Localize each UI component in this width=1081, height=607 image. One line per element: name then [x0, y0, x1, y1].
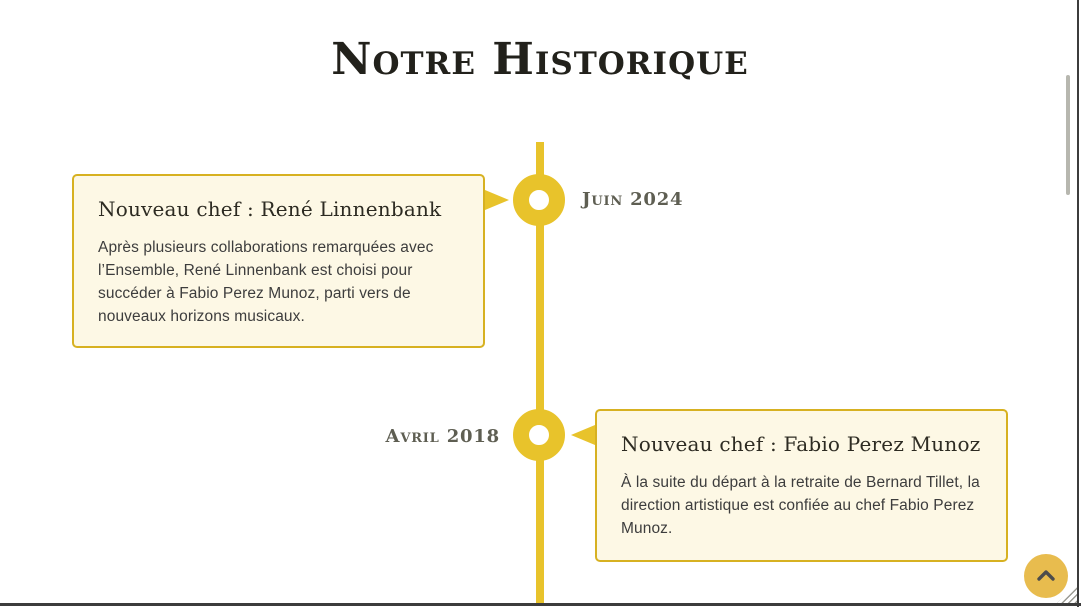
timeline-card-rene-linnenbank	[72, 174, 485, 348]
window-right-border	[1077, 0, 1079, 607]
timeline-card-fabio-perez-munoz	[595, 409, 1008, 562]
event-title: Nouveau chef : Fabio Perez Munoz	[621, 432, 981, 456]
window-bottom-border	[0, 603, 1081, 606]
timeline-node	[513, 174, 565, 226]
event-description: Après plusieurs collaborations remarquées avec l’Ensemble, René Linnenbank est choisi pour succéder à Fabio Perez Munoz, parti vers de nouveaux horizons musicaux.	[98, 239, 434, 325]
event-description: À la suite du départ à la retraite de Bernard Tillet, la direction artistique est confiée au chef Fabio Perez Munoz.	[621, 474, 980, 537]
event-date: Juin 2024	[582, 189, 684, 210]
timeline-node	[513, 409, 565, 461]
chevron-up-icon	[1034, 564, 1058, 588]
event-title: Nouveau chef : René Linnenbank	[98, 197, 442, 221]
card-connector-arrow	[571, 425, 595, 445]
event-date: Avril 2018	[385, 426, 500, 447]
card-connector-arrow	[485, 190, 509, 210]
back-to-top-button[interactable]	[1024, 554, 1068, 598]
vertical-scrollbar-thumb[interactable]	[1066, 75, 1070, 195]
page-title: Notre Historique	[331, 34, 749, 85]
